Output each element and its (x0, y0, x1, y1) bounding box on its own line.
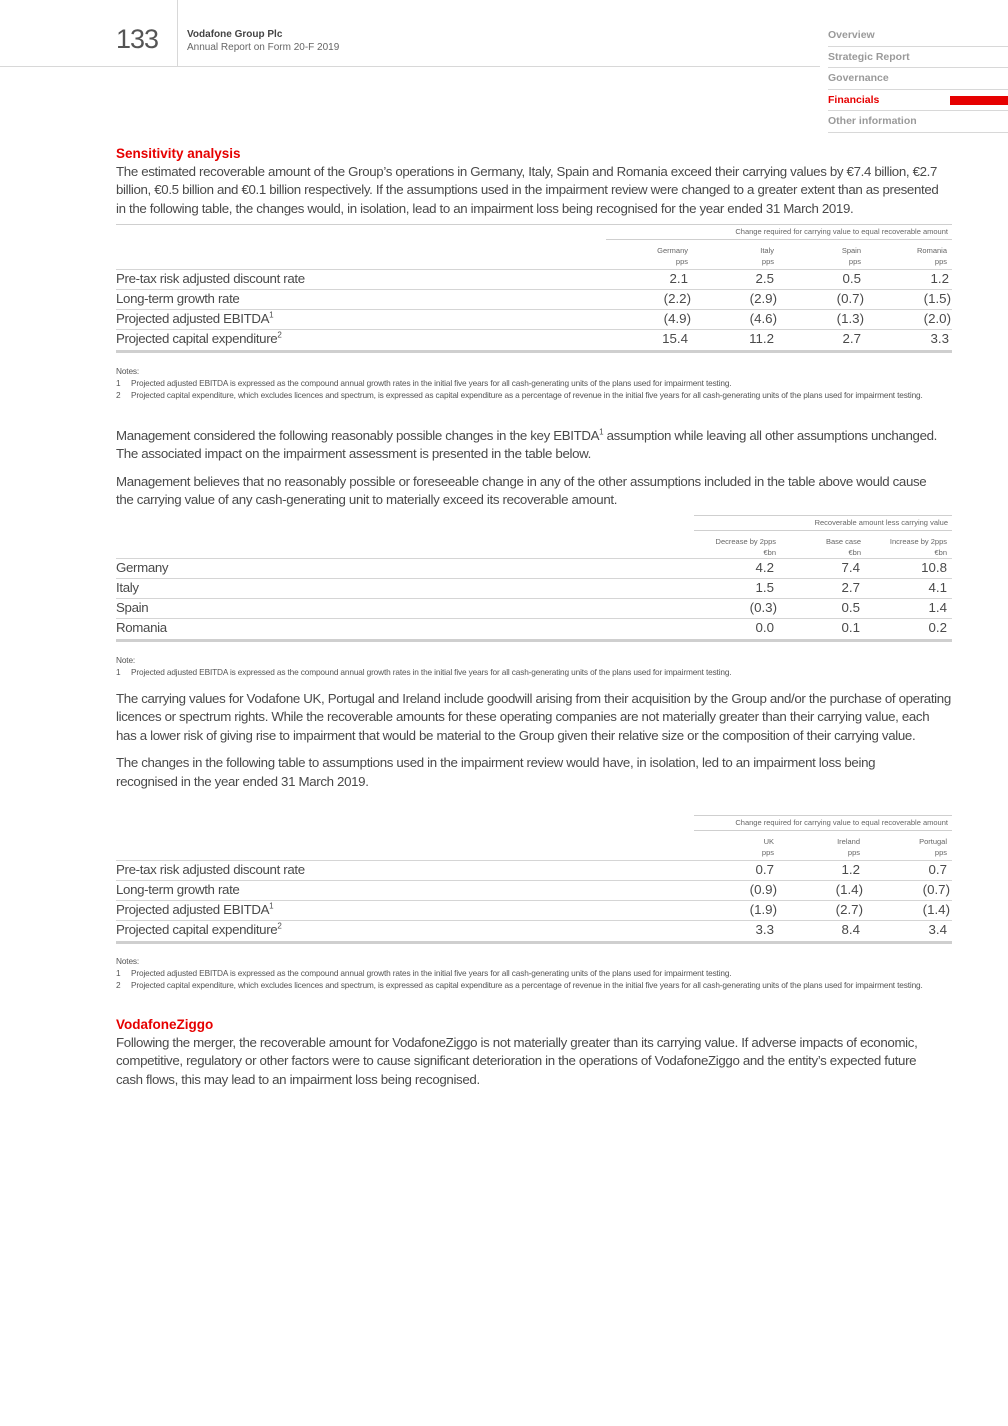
row-label: Romania (116, 620, 167, 635)
cell: 1.5 (755, 580, 774, 595)
column-unit: €bn (763, 548, 776, 557)
column-name: Ireland (837, 837, 860, 846)
cell: 0.1 (841, 620, 860, 635)
table-row (116, 269, 952, 290)
row-label: Pre-tax risk adjusted discount rate (116, 862, 305, 877)
row-label: Italy (116, 580, 139, 595)
cell: (2.2) (663, 291, 691, 306)
nav-item-strategic-report[interactable] (828, 47, 1008, 69)
cell: (0.7) (836, 291, 864, 306)
column-name: Portugal (919, 837, 947, 846)
cell: 4.2 (755, 560, 774, 575)
row-label: Long-term growth rate (116, 882, 240, 897)
cell: (1.9) (749, 902, 777, 917)
cell: 7.4 (841, 560, 860, 575)
cell: (2.7) (835, 902, 863, 917)
cell: (4.9) (663, 311, 691, 326)
management-paragraph-1: Management considered the following reasonably possible changes in the key EBITDA$^1$ assumption while leaving all other assumptions unchanged. The associated impact on the impairment assessment is presented in the table below. (116, 427, 938, 462)
carrying-values-section (116, 690, 952, 791)
notes-title: Notes: (116, 366, 140, 376)
column-unit: pps (848, 257, 861, 266)
cell: (2.9) (749, 291, 777, 306)
group-header: Recoverable amount less carrying value (694, 516, 952, 531)
nav-item-overview[interactable] (828, 25, 1008, 47)
row-label: Germany (116, 560, 169, 575)
carrying-paragraph-1: The carrying values for Vodafone UK, Portugal and Ireland include goodwill arising from their acquisition by the Group and/or the purchase of operating licences or spectrum rights. While the recoverable amounts for these operating companies are not materially greater than their carrying value, each has a lower risk of giving rise to impairment that would be material to the Group given their relative size or the composition of their carrying value. (116, 691, 951, 743)
column-header-base-case (761, 536, 861, 558)
cell: (0.3) (749, 600, 777, 615)
table-row (116, 329, 952, 353)
column-name: UK (763, 837, 774, 846)
column-unit: €bn (848, 548, 861, 557)
row-label: Projected capital expenditure$^2$ (116, 330, 282, 346)
column-unit: pps (761, 257, 774, 266)
row-label: Pre-tax risk adjusted discount rate (116, 271, 305, 286)
sensitivity-section (116, 146, 952, 218)
cell: 2.7 (842, 331, 861, 346)
cell: (1.4) (835, 882, 863, 897)
table-row (116, 880, 952, 901)
nav-label: Overview (828, 29, 875, 41)
row-label: Long-term growth rate (116, 291, 240, 306)
column-unit: €bn (934, 548, 947, 557)
column-unit: pps (675, 257, 688, 266)
cell: 0.0 (755, 620, 774, 635)
column-name: Italy (760, 246, 774, 255)
note-item: 2 Projected capital expenditure, which excludes licences and spectrum, is expressed as capital expenditure as a percentage of revenue in the initial five years for all cash-generating units of the plans used for impairment testing. (116, 390, 923, 400)
column-header-uk (694, 836, 774, 858)
nav-label: Financials (828, 93, 880, 106)
column-header-spain (781, 245, 861, 267)
notes-title: Notes: (116, 956, 140, 966)
company-name: Vodafone Group Plc (187, 29, 283, 40)
column-name: Romania (916, 246, 947, 255)
report-title: Annual Report on Form 20-F 2019 (187, 42, 340, 53)
table-notes (116, 654, 952, 678)
vodafoneziggo-section (116, 1017, 952, 1089)
page-number: 133 (116, 24, 159, 54)
cell: (0.7) (922, 882, 950, 897)
cell: 0.7 (755, 862, 774, 877)
cell: 2.7 (841, 580, 860, 595)
cell: 10.8 (921, 560, 947, 575)
note-item: 1 Projected adjusted EBITDA is expressed as the compound annual growth rates in the initial five years for all cash-generating units of the plans used for impairment testing. (116, 378, 732, 388)
column-header-italy (694, 245, 774, 267)
table-row (116, 920, 952, 944)
intro-paragraph: The estimated recoverable amount of the Group’s operations in Germany, Italy, Spain and Romania exceed their carrying values by €7.4 billion, €2.7 billion, €0.5 billion and €0.1 billion respectively. If the assumptions used in the impairment review were changed to a greater extent than as presented in the following table, the changes would, in isolation, lead to an impairment loss being recognised for the year ended 31 March 2019. (116, 164, 939, 216)
group-header: Change required for carrying value to equal recoverable amount (694, 816, 952, 831)
column-header-germany (608, 245, 688, 267)
nav-label: Governance (828, 72, 889, 85)
table-notes (116, 365, 952, 401)
column-name: Increase by 2pps (889, 537, 947, 546)
table-notes (116, 955, 952, 991)
cell: (2.0) (923, 311, 951, 326)
row-label: Projected capital expenditure$^2$ (116, 921, 282, 937)
cell: 3.4 (928, 922, 947, 937)
cell: (1.5) (923, 291, 951, 306)
nav-label: Other information (828, 115, 917, 128)
column-header-increase (847, 536, 947, 558)
column-name: Germany (657, 246, 688, 255)
header-rule (0, 66, 820, 67)
nav-item-governance[interactable] (828, 68, 1008, 90)
column-header-romania (867, 245, 947, 267)
table-row (116, 598, 952, 619)
active-section-indicator (950, 96, 1008, 105)
cell: 1.4 (928, 600, 947, 615)
note-item: 1 Projected adjusted EBITDA is expressed as the compound annual growth rates in the initial five years for all cash-generating units of the plans used for impairment testing. (116, 968, 732, 978)
cell: 3.3 (755, 922, 774, 937)
table-row (116, 558, 952, 579)
cell: 3.3 (930, 331, 949, 346)
column-unit: pps (847, 848, 860, 857)
cell: (4.6) (749, 311, 777, 326)
cell: 15.4 (662, 331, 688, 346)
nav-label: Strategic Report (828, 50, 910, 63)
section-heading: VodafoneZiggo (116, 1017, 214, 1032)
cell: 2.5 (755, 271, 774, 286)
notes-title: Note: (116, 655, 136, 665)
column-name: Spain (841, 246, 861, 255)
management-section (116, 427, 952, 510)
column-unit: pps (934, 257, 947, 266)
section-nav (828, 25, 1008, 133)
sensitivity-table (116, 224, 952, 354)
column-header-portugal (867, 836, 947, 858)
column-unit: pps (761, 848, 774, 857)
ziggo-paragraph: Following the merger, the recoverable amount for VodafoneZiggo is not materially greater than its carrying value. If adverse impacts of economic, competitive, regulatory or other factors were to cause significant deterioration in the operations of VodafoneZiggo and the entity’s expected future cash flows, this may lead to an impairment loss being recognised. (116, 1035, 918, 1087)
cell: 0.5 (842, 271, 861, 286)
column-name: Decrease by 2pps (715, 537, 776, 546)
cell: 0.2 (928, 620, 947, 635)
cell: 8.4 (841, 922, 860, 937)
header-divider (177, 0, 178, 67)
management-paragraph-2: Management believes that no reasonably possible or foreseeable change in any of the other assumptions included in the table above would cause the carrying value of any cash-generating unit to materially exceed its recoverable amount. (116, 473, 927, 508)
group-header: Change required for carrying value to equal recoverable amount (606, 225, 952, 240)
cell: (1.3) (836, 311, 864, 326)
row-label: Projected adjusted EBITDA$^1$ (116, 901, 274, 917)
table-row (116, 289, 952, 310)
table-row (116, 578, 952, 599)
cell: 2.1 (669, 271, 688, 286)
nav-item-financials[interactable] (828, 90, 1008, 112)
note-item: 2 Projected capital expenditure, which excludes licences and spectrum, is expressed as capital expenditure as a percentage of revenue in the initial five years for all cash-generating units of the plans used for impairment testing. (116, 980, 923, 990)
table-row (116, 860, 952, 881)
column-unit: pps (934, 848, 947, 857)
column-name: Base case (825, 537, 861, 546)
nav-item-other-information[interactable] (828, 111, 1008, 133)
row-label: Projected adjusted EBITDA$^1$ (116, 310, 274, 326)
table-row (116, 900, 952, 921)
table-row (116, 618, 952, 642)
section-heading: Sensitivity analysis (116, 146, 241, 161)
cell: 0.5 (841, 600, 860, 615)
cell: 4.1 (928, 580, 947, 595)
cell: (0.9) (749, 882, 777, 897)
cell: 0.7 (928, 862, 947, 877)
column-header-ireland (780, 836, 860, 858)
row-label: Spain (116, 600, 149, 615)
table-row (116, 309, 952, 330)
cell: (1.4) (922, 902, 950, 917)
ebitda-sensitivity-table (116, 515, 952, 643)
carrying-paragraph-2: The changes in the following table to assumptions used in the impairment review would have, in isolation, led to an impairment loss being recognised in the year ended 31 March 2019. (116, 755, 876, 789)
cell: 1.2 (841, 862, 860, 877)
cell: 11.2 (749, 331, 774, 346)
note-item: 1 Projected adjusted EBITDA is expressed as the compound annual growth rates in the initial five years for all cash-generating units of the plans used for impairment testing. (116, 667, 732, 677)
cell: 1.2 (930, 271, 949, 286)
uk-ireland-portugal-table (116, 815, 952, 945)
